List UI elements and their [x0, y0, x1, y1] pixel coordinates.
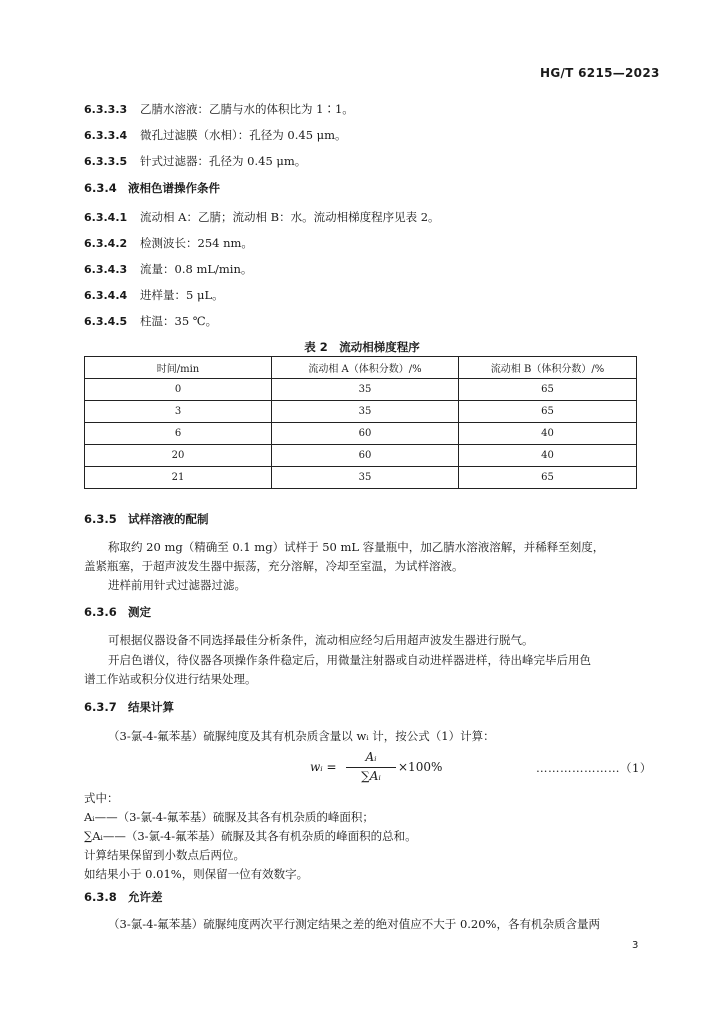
clause-text: 柱温：35 ℃。 — [140, 314, 218, 328]
clause-number: 6.3.4.3 — [84, 263, 128, 276]
table-row — [85, 379, 637, 401]
table-cell: 35 — [272, 379, 459, 401]
clause-number: 6.3.3.3 — [84, 103, 128, 116]
paragraph: 可根据仪器设备不同选择最佳分析条件，流动相应经匀后用超声波发生器进行脱气。 — [108, 633, 534, 647]
clause-text: 进样量：5 μL。 — [140, 288, 224, 302]
clause-number: 6.3.4.5 — [84, 315, 128, 328]
paragraph: 谱工作站或积分仪进行结果处理。 — [84, 672, 257, 686]
table-row — [85, 401, 637, 423]
table-row — [85, 445, 637, 467]
formula-fraction — [346, 750, 396, 785]
formula-lhs: wᵢ = — [310, 760, 337, 774]
table-cell: 20 — [85, 445, 272, 467]
formula-denominator: ∑Aᵢ — [361, 769, 381, 783]
table-cell: 6 — [85, 423, 272, 445]
table-cell: 65 — [459, 467, 637, 489]
note: 如结果小于 0.01%，则保留一位有效数字。 — [84, 867, 309, 881]
page-number: 3 — [632, 940, 639, 951]
clause-number: 6.3.4.4 — [84, 289, 128, 302]
table-header-cell: 流动相 A（体积分数）/% — [272, 357, 459, 379]
section-title: 试样溶液的配制 — [128, 512, 209, 526]
section-title: 液相色谱操作条件 — [128, 181, 220, 195]
table-header-row — [85, 357, 637, 379]
paragraph: 进样前用针式过滤器过滤。 — [108, 578, 246, 592]
table-title: 表 2 流动相梯度程序 — [304, 340, 420, 354]
paragraph: 盖紧瓶塞，于超声波发生器中振荡，充分溶解，冷却至室温，为试样溶液。 — [84, 559, 464, 573]
equation-number: …………………（1） — [536, 761, 652, 775]
section-title: 测定 — [128, 605, 151, 619]
clause-text: 针式过滤器：孔径为 0.45 μm。 — [140, 154, 307, 168]
section-number: 6.3.8 — [84, 890, 117, 904]
formula-factor: ×100% — [398, 760, 443, 774]
paragraph: （3-氯-4-氟苯基）硫脲纯度两次平行测定结果之差的绝对值应不大于 0.20%，各有机杂质含量两 — [108, 917, 600, 931]
table-cell: 65 — [459, 379, 637, 401]
clause-text: 流量：0.8 mL/min。 — [140, 262, 253, 276]
paragraph: （3-氯-4-氟苯基）硫脲纯度及其有机杂质含量以 wᵢ 计，按公式（1）计算： — [108, 729, 495, 743]
table-row — [85, 467, 637, 489]
gradient-table — [84, 356, 637, 489]
standard-code: HG/T 6215—2023 — [540, 66, 660, 80]
clause-6-3-4-5 — [84, 313, 217, 330]
table-cell: 35 — [272, 401, 459, 423]
clause-6-3-4-1 — [84, 209, 440, 226]
section-heading-6-3-7 — [84, 699, 174, 715]
table-header-cell: 流动相 B（体积分数）/% — [459, 357, 637, 379]
fraction-bar — [346, 767, 396, 768]
table-cell: 60 — [272, 445, 459, 467]
clause-number: 6.3.3.4 — [84, 129, 128, 142]
clause-6-3-4-4 — [84, 287, 224, 304]
formula-numerator: Aᵢ — [365, 750, 377, 764]
clause-6-3-4-2 — [84, 235, 253, 252]
section-number: 6.3.7 — [84, 700, 117, 714]
section-heading-6-3-5 — [84, 511, 209, 527]
paragraph: 称取约 20 mg（精确至 0.1 mg）试样于 50 mL 容量瓶中，加乙腈水溶液溶解，并稀释至刻度， — [108, 540, 605, 554]
table-cell: 21 — [85, 467, 272, 489]
clause-text: 乙腈水溶液：乙腈与水的体积比为 1∶1。 — [140, 102, 354, 116]
section-title: 结果计算 — [128, 700, 174, 714]
section-number: 6.3.6 — [84, 605, 117, 619]
table-header-cell: 时间/min — [85, 357, 272, 379]
clause-text: 微孔过滤膜（水相）：孔径为 0.45 μm。 — [140, 128, 347, 142]
symbol-definition: ∑Aᵢ——（3-氯-4-氟苯基）硫脲及其各有机杂质的峰面积的总和。 — [84, 829, 417, 843]
where-label: 式中： — [84, 791, 119, 805]
clause-text: 检测波长：254 nm。 — [140, 236, 253, 250]
section-title: 允许差 — [128, 890, 163, 904]
clause-number: 6.3.4.1 — [84, 211, 128, 224]
section-heading-6-3-4 — [84, 180, 220, 196]
paragraph: 开启色谱仪，待仪器各项操作条件稳定后，用微量注射器或自动进样器进样，待出峰完毕后用色 — [108, 653, 591, 667]
section-heading-6-3-6 — [84, 604, 151, 620]
table-cell: 40 — [459, 423, 637, 445]
symbol-definition: Aᵢ——（3-氯-4-氟苯基）硫脲及其各有机杂质的峰面积； — [84, 810, 374, 824]
note: 计算结果保留到小数点后两位。 — [84, 848, 245, 862]
clause-6-3-3-5 — [84, 153, 306, 170]
section-heading-6-3-8 — [84, 889, 163, 905]
clause-6-3-3-4 — [84, 127, 347, 144]
table-cell: 40 — [459, 445, 637, 467]
table-cell: 60 — [272, 423, 459, 445]
clause-text: 流动相 A：乙腈；流动相 B：水。流动相梯度程序见表 2。 — [140, 210, 440, 224]
clause-6-3-4-3 — [84, 261, 252, 278]
table-cell: 65 — [459, 401, 637, 423]
table-cell: 3 — [85, 401, 272, 423]
section-number: 6.3.4 — [84, 181, 117, 195]
clause-number: 6.3.4.2 — [84, 237, 128, 250]
table-cell: 0 — [85, 379, 272, 401]
table-row — [85, 423, 637, 445]
clause-number: 6.3.3.5 — [84, 155, 128, 168]
section-number: 6.3.5 — [84, 512, 117, 526]
clause-6-3-3-3 — [84, 101, 354, 118]
table-cell: 35 — [272, 467, 459, 489]
